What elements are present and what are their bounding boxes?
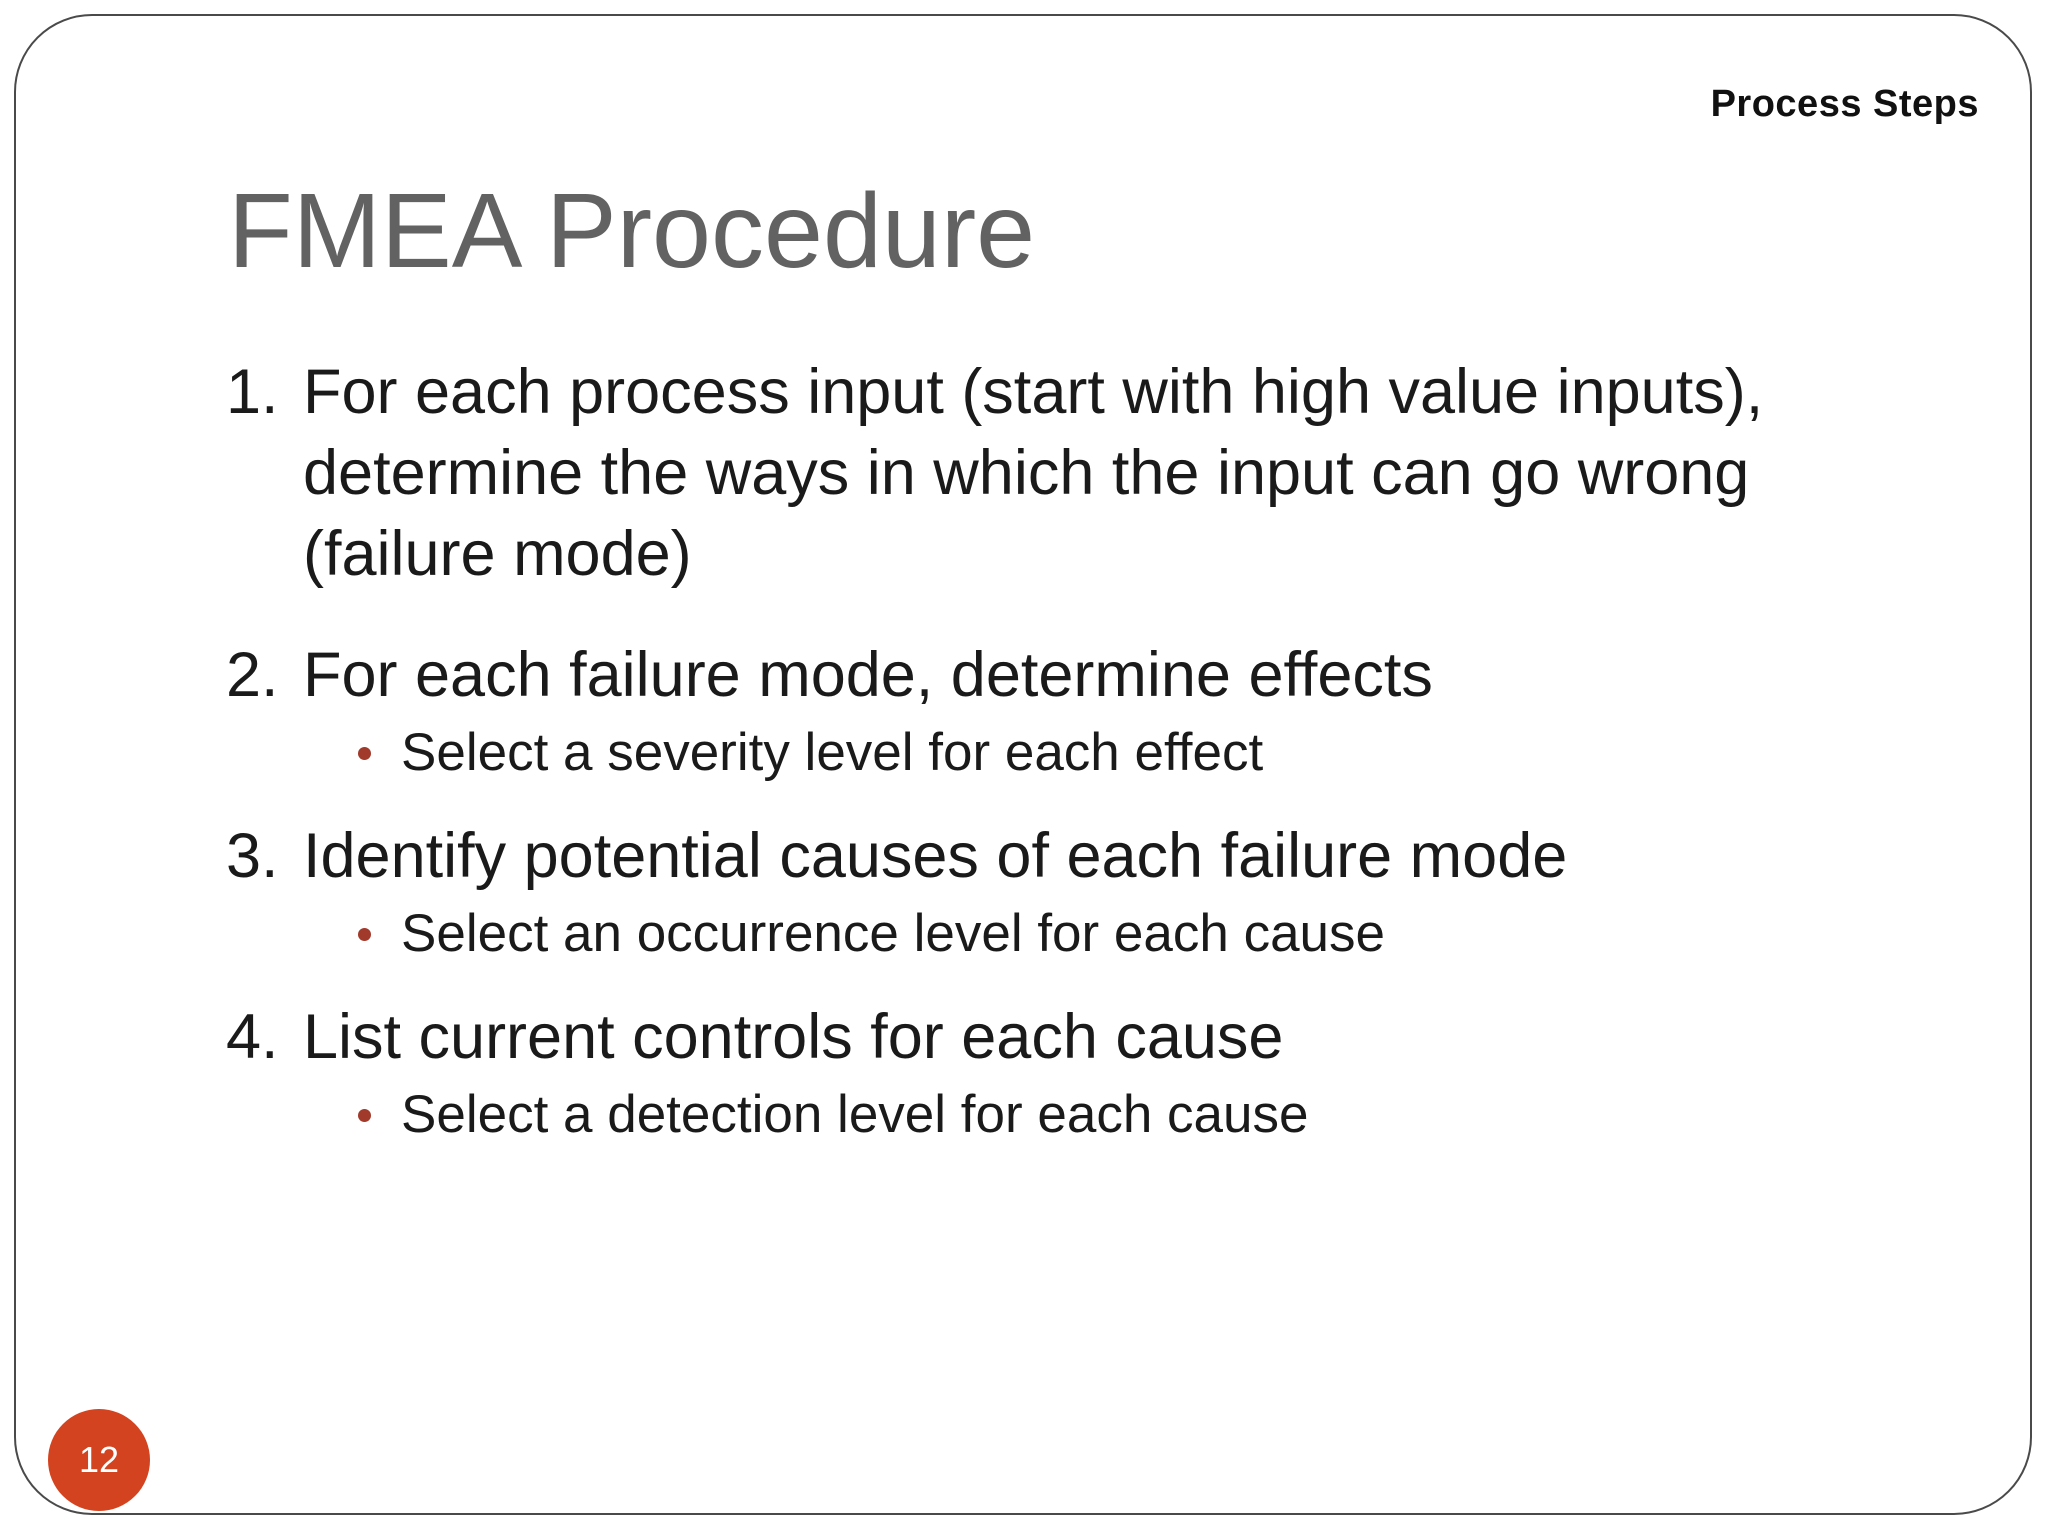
step-4 <box>226 997 1926 1078</box>
step-number: 4. <box>226 1002 279 1072</box>
step-number: 1. <box>226 357 279 427</box>
step-number: 2. <box>226 640 279 710</box>
page-number: 12 <box>78 1439 120 1480</box>
section-header: Process Steps <box>1710 83 1979 125</box>
step-text: For each process input (start with high value inputs), determine the ways in which the input can go wrong (failure mode) <box>303 357 1764 589</box>
slide <box>14 14 2032 1515</box>
page-number-badge <box>48 1409 150 1511</box>
round-bullet-icon <box>358 747 371 760</box>
step-text: Identify potential causes of each failure mode <box>303 821 1568 891</box>
step-text: List current controls for each cause <box>303 1002 1284 1072</box>
subpoint-text: Select an occurrence level for each cause <box>401 904 1385 963</box>
step-3-subpoint <box>358 901 1926 967</box>
subpoint-text: Select a severity level for each effect <box>401 723 1264 782</box>
step-3 <box>226 816 1926 897</box>
step-number: 3. <box>226 821 279 891</box>
step-1 <box>226 352 1926 595</box>
round-bullet-icon <box>358 928 371 941</box>
subpoint-text: Select a detection level for each cause <box>401 1085 1309 1144</box>
step-2 <box>226 635 1926 716</box>
step-text: For each failure mode, determine effects <box>303 640 1433 710</box>
step-2-subpoint <box>358 720 1926 786</box>
round-bullet-icon <box>358 1109 371 1122</box>
slide-title: FMEA Procedure <box>228 172 1036 290</box>
step-4-subpoint <box>358 1082 1926 1148</box>
procedure-steps <box>226 352 1926 1178</box>
